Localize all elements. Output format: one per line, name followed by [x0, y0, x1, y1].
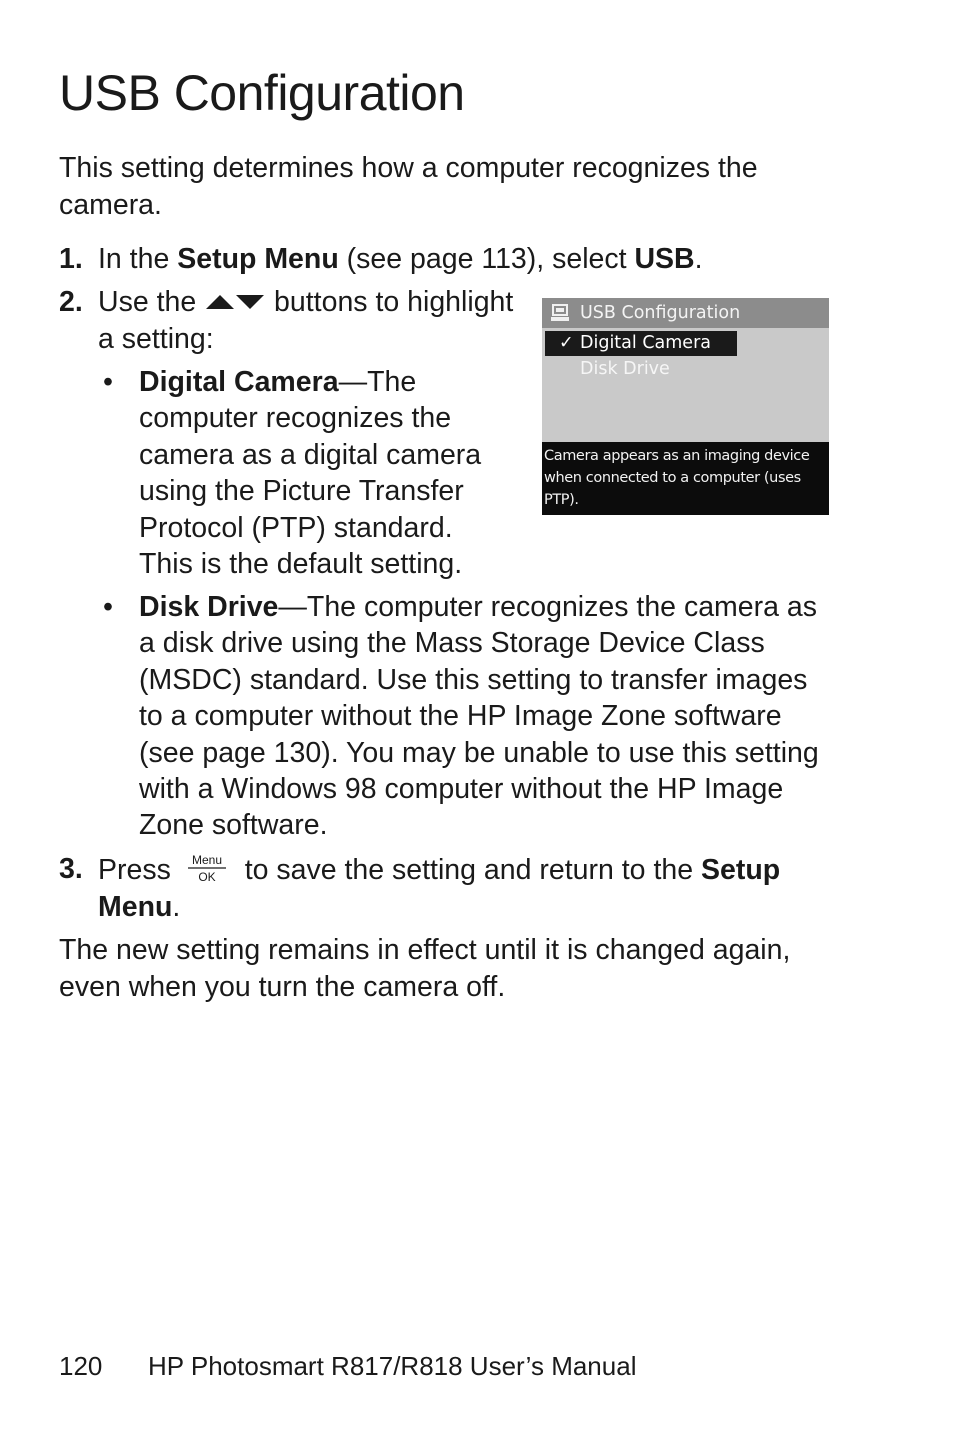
computer-icon: [550, 303, 570, 323]
camera-menu-title: USB Configuration: [580, 303, 741, 323]
step-number: 3.: [59, 853, 83, 885]
closing-paragraph: The new setting remains in effect until it is changed again, even when you turn the camera off.: [59, 934, 791, 1003]
step-text-part: buttons to highlight a setting:: [98, 286, 514, 355]
bullet-text: [139, 364, 509, 582]
camera-help-text: Camera appears as an imaging device when connected to a computer (uses PTP).: [542, 442, 829, 515]
bullet-text: [139, 589, 839, 844]
bullet-term: Disk Drive: [139, 591, 279, 623]
bullet-description: —The computer recognizes the camera as a digital camera using the Picture Transfer Protocol (PTP) standard. This is the default setting.: [139, 366, 482, 581]
page-footer: [59, 1348, 636, 1384]
step-text-part: to save the setting and return to the: [236, 854, 701, 886]
step-text-part: .: [694, 243, 703, 275]
step-text: [98, 241, 838, 278]
step-text-part: Use the: [98, 286, 205, 318]
step-text: [98, 851, 818, 926]
camera-option-disk-drive[interactable]: Disk Drive: [580, 359, 670, 379]
step-text: [98, 284, 518, 358]
page-number: 120: [59, 1351, 103, 1381]
step-text-part: In the: [98, 243, 178, 275]
camera-option-digital-camera[interactable]: [545, 331, 737, 356]
menu-ok-top-label: Menu: [191, 853, 222, 867]
intro-paragraph: This setting determines how a computer recognizes the camera.: [59, 152, 758, 221]
camera-menu-header: [542, 298, 829, 328]
up-down-arrows-icon: [204, 292, 266, 312]
bullet-term: Digital Camera: [139, 366, 339, 398]
camera-screen: [542, 298, 829, 515]
camera-option-label: Digital Camera: [580, 333, 711, 353]
menu-ok-button-icon: [185, 851, 229, 885]
step-number: 2.: [59, 286, 83, 318]
step-text-part: (see page 113), select: [338, 243, 635, 275]
step-text-part: .: [172, 891, 181, 923]
manual-title: HP Photosmart R817/R818 User’s Manual: [148, 1351, 637, 1381]
setup-menu-term: Setup Menu: [98, 854, 781, 923]
step-text-part: Press: [98, 854, 179, 886]
step-number: 1.: [59, 243, 83, 275]
setup-menu-term: Setup Menu: [177, 243, 339, 275]
bullet-description: —The computer recognizes the camera as a disk drive using the Mass Storage Device Class (MSDC) standard. Use this setting to transfer images to a computer without the HP Image Zone software (see page 130). You may be unable to use this setting with a Windows 98 computer without the HP Image Zone software.: [139, 591, 819, 842]
page-title: USB Configuration: [59, 65, 465, 121]
usb-term: USB: [634, 243, 695, 275]
bullet-symbol: •: [103, 366, 113, 398]
bullet-symbol: •: [103, 591, 113, 623]
menu-ok-bottom-label: OK: [198, 870, 216, 884]
checkmark-icon: ✓: [559, 333, 574, 353]
